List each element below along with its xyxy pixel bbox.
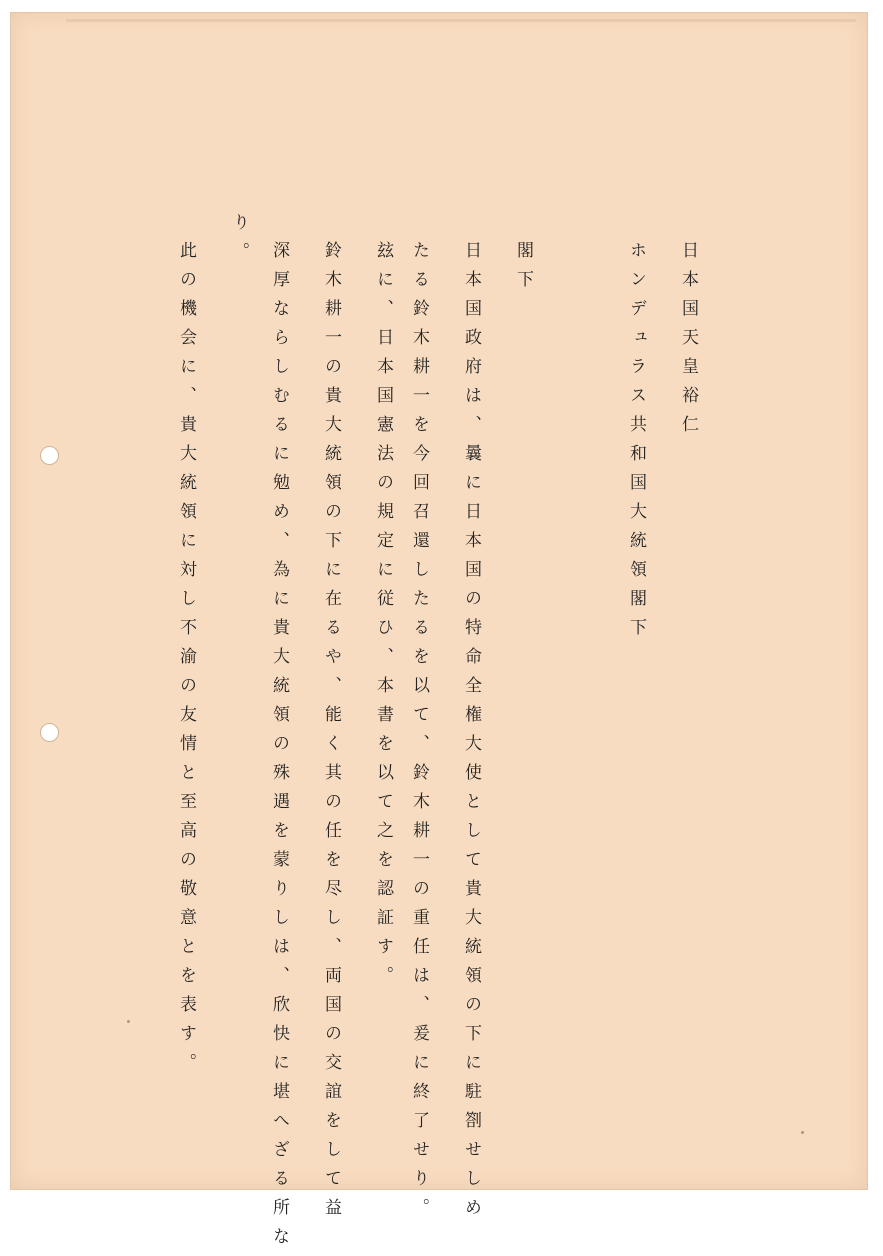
- body-line: 此の機会に、貴大統領に対し不渝の友情と至高の敬意とを表す。: [176, 241, 196, 1082]
- addressee-line: ホンデュラス共和国大統領閣下: [626, 241, 646, 647]
- punch-hole-upper: [40, 446, 59, 465]
- body-line: 鈴木耕一の貴大統領の下に在るや、能く其の任を尽し、両国の交誼をして益: [321, 241, 341, 1227]
- document-sheet: [10, 12, 868, 1256]
- body-line: り。: [229, 213, 249, 271]
- paper-speck: [127, 1020, 130, 1023]
- sender-line: 日本国天皇裕仁: [678, 241, 698, 444]
- punch-hole-lower: [40, 723, 59, 742]
- top-crease: [66, 19, 856, 22]
- paper-speck: [801, 1131, 804, 1134]
- body-line: 深厚ならしむるに勉め、為に貴大統領の殊遇を蒙りしは、欣快に堪へざる所な: [269, 241, 289, 1256]
- salutation-line: 閣下: [513, 241, 533, 299]
- body-line: たる鈴木耕一を今回召還したるを以て、鈴木耕一の重任は、爰に終了せり。: [409, 241, 429, 1227]
- body-line: 日本国政府は、曩に日本国の特命全権大使として貴大統領の下に駐劄せしめ: [461, 241, 481, 1227]
- body-line: 玆に、日本国憲法の規定に従ひ、本書を以て之を認証す。: [373, 241, 393, 995]
